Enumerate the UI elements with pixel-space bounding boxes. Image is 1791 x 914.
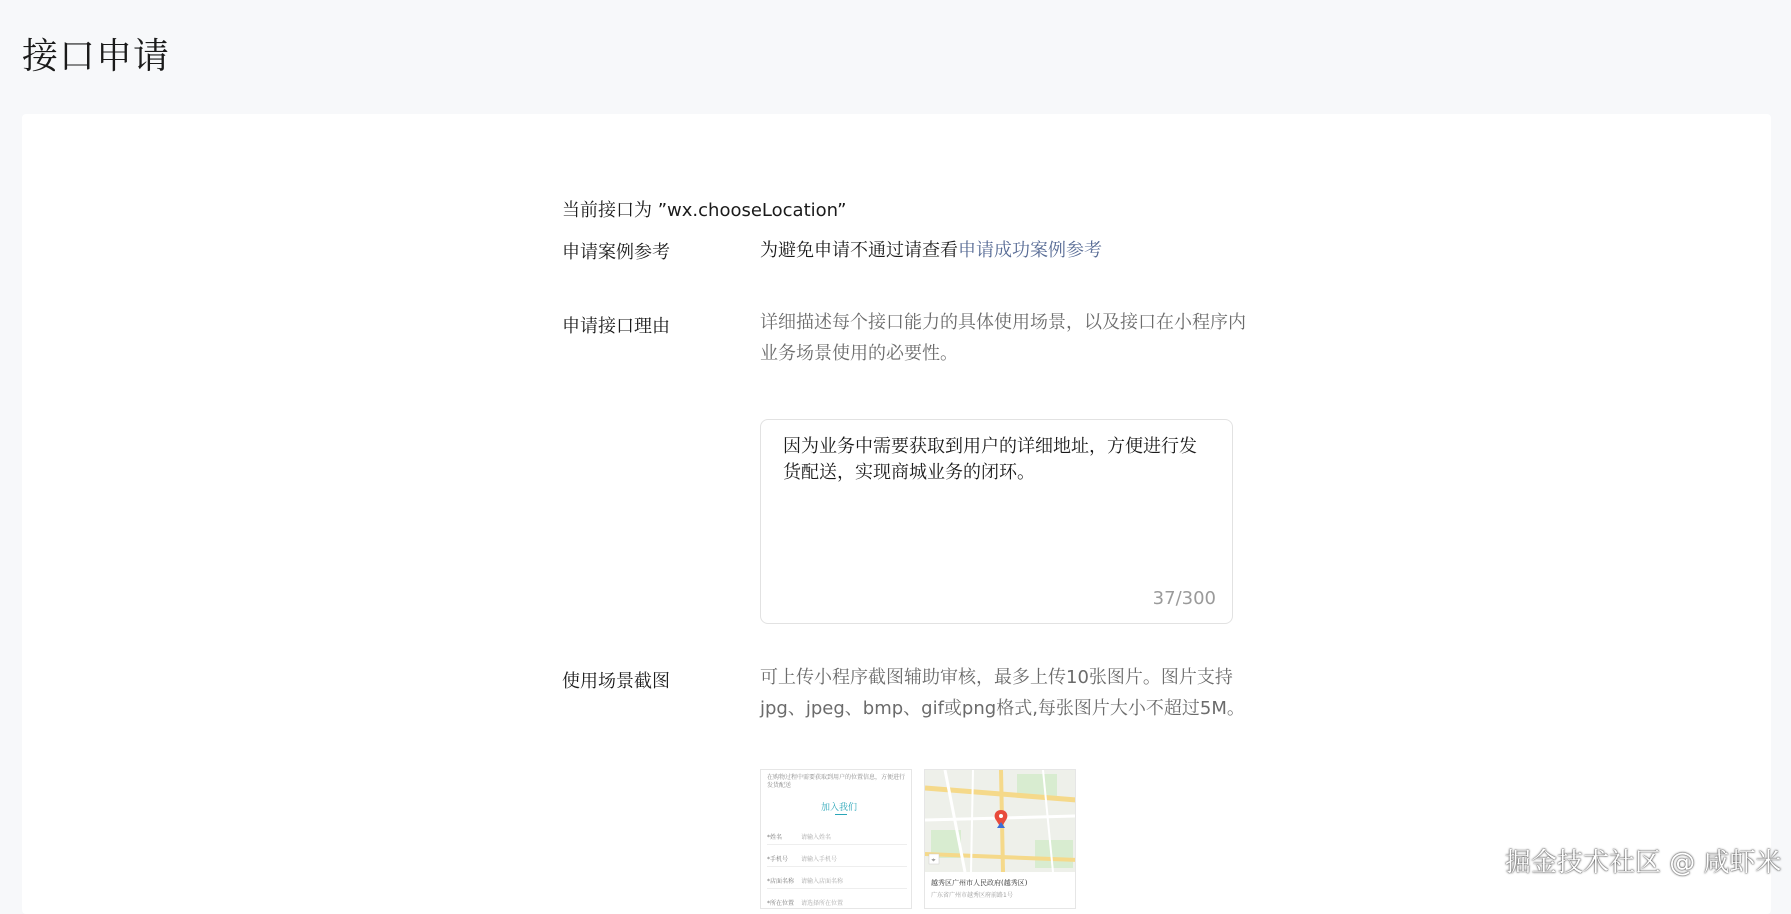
screenshots-hint: 可上传小程序截图辅助审核，最多上传10张图片。图片支持jpg、jpeg、bmp、gif或png格式,每张图片大小不超过5M。 xyxy=(760,667,1245,719)
watermark: 掘金技术社区 @ 咸虾米 xyxy=(1505,848,1782,878)
thumb-form-field-value: 请输入店面名称 xyxy=(801,878,844,885)
reason-label: 申请接口理由 xyxy=(562,316,670,337)
thumb-form-field-label: *所在位置 xyxy=(767,900,795,907)
thumb-form-header: 在购物过程中需要获取到用户的位置信息，方便进行发货配送 xyxy=(767,774,906,789)
thumb-form-field-label: *手机号 xyxy=(767,856,789,863)
current-api-text: 当前接口为 ”wx.chooseLocation” xyxy=(562,200,847,221)
thumb-form-divider xyxy=(767,888,907,889)
thumb-form-field-label: *店面名称 xyxy=(767,878,795,885)
case-reference-content xyxy=(760,235,1250,266)
map-footer-title: 越秀区广州市人民政府(越秀区) xyxy=(931,879,1028,887)
case-reference-prefix: 为避免申请不通过请查看 xyxy=(760,240,958,261)
thumb-form-field-value: 请输入手机号 xyxy=(801,856,838,863)
reason-textarea-value[interactable]: 因为业务中需要获取到用户的详细地址，方便进行发货配送，实现商城业务的闭环。 xyxy=(783,436,1197,483)
application-panel xyxy=(22,114,1771,914)
reason-textarea[interactable] xyxy=(760,419,1233,624)
screenshots-label: 使用场景截图 xyxy=(562,671,670,692)
thumb-form-title: 加入我们 xyxy=(821,803,858,813)
case-reference-link[interactable]: 申请成功案例参考 xyxy=(958,240,1102,261)
thumb-form-divider xyxy=(767,844,907,845)
svg-text:⌖: ⌖ xyxy=(931,856,936,864)
thumb-form-divider xyxy=(767,866,907,867)
thumb-form-title-underline xyxy=(835,814,847,815)
thumb-form-field-value: 请选择所在位置 xyxy=(801,900,844,907)
map-illustration xyxy=(925,770,1076,872)
case-reference-label: 申请案例参考 xyxy=(562,242,670,263)
thumb-form-field-value: 请输入姓名 xyxy=(801,834,832,841)
reason-hint: 详细描述每个接口能力的具体使用场景，以及接口在小程序内业务场景使用的必要性。 xyxy=(760,312,1246,364)
map-footer-subtitle: 广东省广州市越秀区府前路1号 xyxy=(931,892,1013,899)
map-image xyxy=(925,770,1076,872)
map-footer xyxy=(925,872,1076,909)
screenshot-thumbnail-map[interactable] xyxy=(924,769,1076,909)
page-title: 接口申请 xyxy=(22,36,171,77)
reason-char-counter: 37/300 xyxy=(1152,588,1216,609)
thumb-form-field-label: *姓名 xyxy=(767,834,783,841)
screenshot-thumbnail-form[interactable] xyxy=(760,769,912,909)
